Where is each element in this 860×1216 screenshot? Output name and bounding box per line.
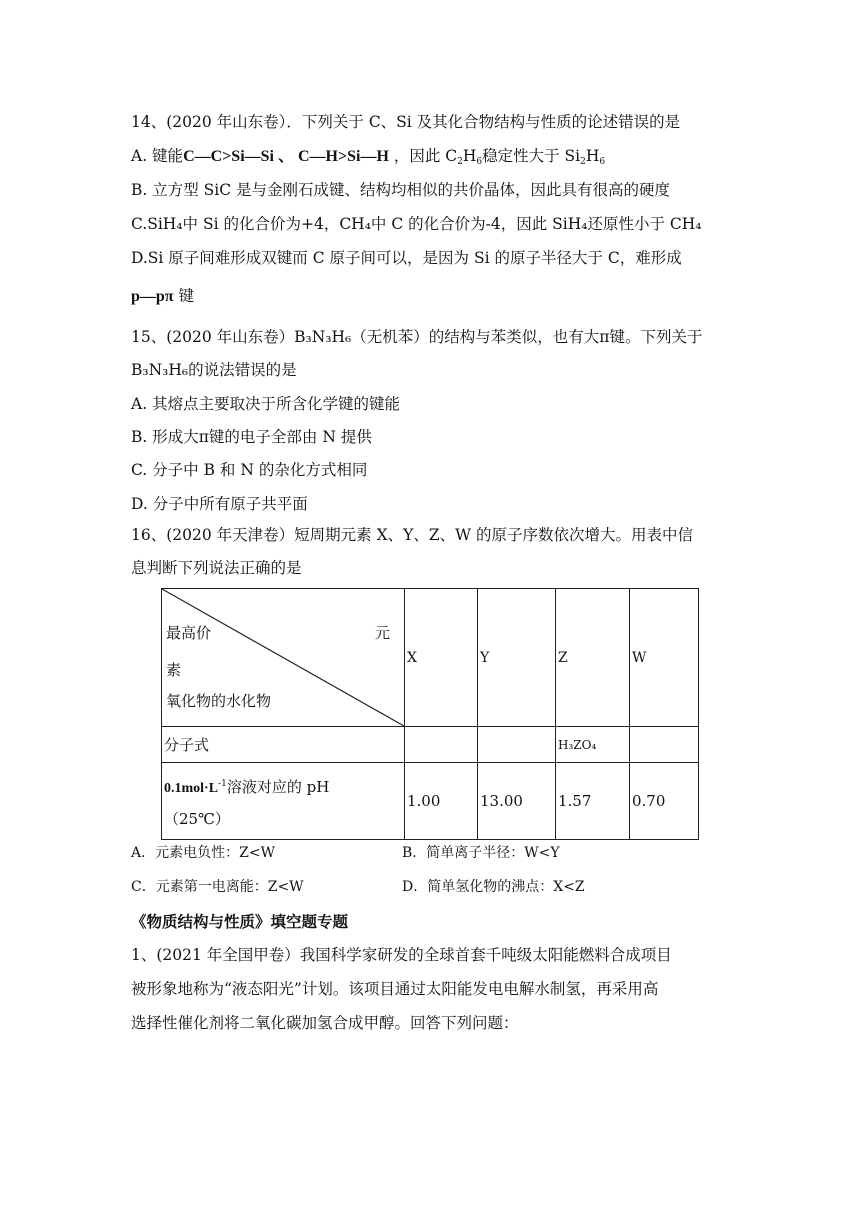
q14-a-text3: 稳定性大于 Si [482,147,581,165]
q15-option-b: B. 形成大π键的电子全部由 N 提供 [131,428,372,446]
cell-formula-z: H₃ZO₄ [556,727,630,763]
q14-a-sub3: 2 [580,157,586,167]
section-heading: 《物质结构与性质》填空题专题 [131,912,349,931]
q14-a-prefix: A. 键能 [131,147,184,165]
q14-a-bond-energies: C—C>Si—Si 、 C—H>Si—H [183,148,389,165]
cell-formula-w [630,727,699,763]
q15-option-c: C. 分子中 B 和 N 的杂化方式相同 [131,461,368,479]
q14-a-text1: ，因此 C [388,147,458,165]
cell-ph-y: 13.00 [478,763,556,840]
q14-a-sub2: 6 [476,157,483,167]
q16-option-a: A．元素电负性：Z<W [131,845,275,861]
diagonal-header-cell [162,589,405,727]
element-data-table [161,588,699,840]
cell-formula-y [478,727,556,763]
q14-option-b: B. 立方型 SiC 是与金刚石成键、结构均相似的共价晶体，因此具有很高的硬度 [131,181,671,199]
col-header-y: Y [478,589,556,727]
q16-option-b: B．简单离子半径：W<Y [402,845,560,861]
q15-option-d: D. 分子中所有原子共平面 [131,495,308,513]
q14-a-sub1: 2 [457,157,463,167]
ph-conc-sup: -1 [218,778,227,789]
diag-bottom-label: 氧化物的水化物 [166,692,272,710]
q14-option-c: C.SiH₄中 Si 的化合价为+4，CH₄中 C 的化合价为-4，因此 SiH₄还原性小于 CH₄ [131,215,702,233]
diag-top-left: 最高价 [166,624,212,642]
cell-ph-w: 0.70 [630,763,699,840]
cell-formula-x [405,727,478,763]
section-p1: 1、(2021 年全国甲卷）我国科学家研发的全球首套千吨级太阳能燃料合成项目 [131,946,672,964]
q14-option-d-cont [131,286,194,307]
q14-option-d: D.Si 原子间难形成双键而 C 原子间可以，是因为 Si 的原子半径大于 C，难形成 [131,249,682,267]
ph-conc: 0.1mol·L [164,780,219,796]
diag-top-right: 元 [374,624,390,642]
diag-top-label [166,622,390,643]
q14-a-sub4: 6 [599,157,606,167]
col-header-w: W [630,589,699,727]
q16-option-c: C．元素第一电离能：Z<W [131,879,304,895]
cell-ph-x: 1.00 [405,763,478,840]
ph-label-rest: 溶液对应的 pH [226,777,330,796]
ph-temp: （25℃） [164,809,230,828]
q14-d-bond: 键 [173,287,194,305]
diag-mid-label: 素 [166,661,182,679]
q15-stem-line2: B₃N₃H₆的说法错误的是 [131,361,297,379]
col-header-x: X [405,589,478,727]
q15-option-a: A. 其熔点主要取决于所含化学键的键能 [131,395,401,413]
q14-a-text4: H [585,147,600,165]
cell-ph-z: 1.57 [556,763,630,840]
q14-stem: 14、(2020 年山东卷）．下列关于 C、Si 及其化合物结构与性质的论述错误的是 [131,113,681,131]
q15-stem-line1: 15、(2020 年山东卷）B₃N₃H₆（无机苯）的结构与苯类似，也有大π键。下列关于 [131,328,703,346]
q14-a-text2: H [462,147,477,165]
q14-d-pp-pi: p—pπ [131,288,174,305]
q14-option-a [131,146,605,172]
q16-option-d: D．简单氢化物的沸点：X<Z [402,879,585,895]
col-header-z: Z [556,589,630,727]
row-label-formula: 分子式 [162,727,405,763]
section-p2: 被形象地称为“液态阳光”计划。该项目通过太阳能发电电解水制氢，再采用高 [131,980,659,998]
section-p3: 选择性催化剂将二氧化碳加氢合成甲醇。回答下列问题： [131,1014,519,1032]
q16-stem-line1: 16、(2020 年天津卷）短周期元素 X、Y、Z、W 的原子序数依次增大。用表中信 [131,526,693,544]
q16-stem-line2: 息判断下列说法正确的是 [131,559,302,577]
row-label-ph [162,763,405,840]
